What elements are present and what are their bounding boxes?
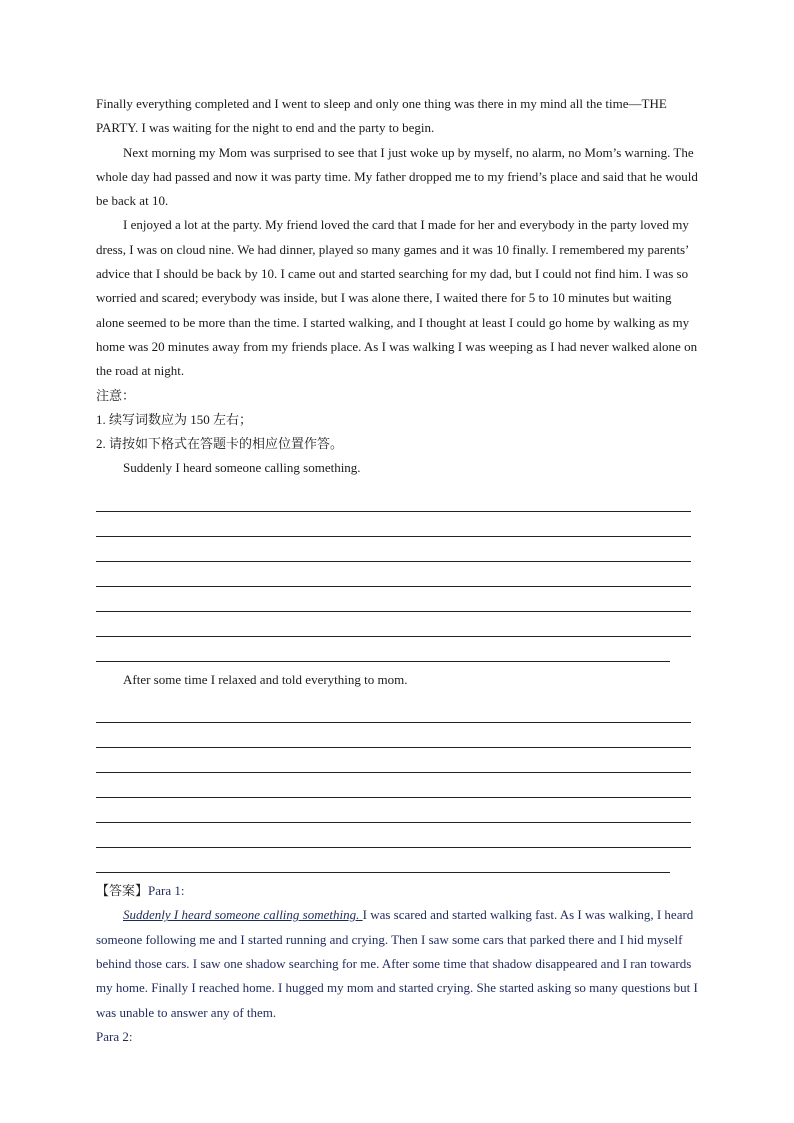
- writing-line[interactable]: [96, 487, 691, 512]
- writing-line[interactable]: [96, 637, 670, 662]
- answer-para1-heading: Para 1:: [148, 883, 185, 899]
- writing-line[interactable]: [96, 537, 691, 562]
- writing-line[interactable]: [96, 698, 691, 723]
- document-page: [96, 92, 701, 1049]
- writing-line[interactable]: [96, 512, 691, 537]
- answer-label: 【答案】: [96, 883, 149, 899]
- answer-section: [96, 879, 701, 1049]
- answer-para1-body: I was scared and started walking fast. As I was walking, I heard someone following me and I started running and crying. Then I saw some cars that parked there and I hid myself behind those cars. I saw one shadow searching for me. After some time that shadow disappeared and I ran towards my home. Finally I reached home. I hugged my mom and started crying. She started asking so many questions but I was unable to answer any of them.: [96, 907, 698, 1020]
- notes-item-1: 1. 续写词数应为 150 左右；: [96, 411, 253, 427]
- writing-line[interactable]: [96, 848, 670, 873]
- writing-line[interactable]: [96, 612, 691, 637]
- writing-line[interactable]: [96, 798, 691, 823]
- writing-line[interactable]: [96, 562, 691, 587]
- answer-header: [96, 879, 701, 903]
- writing-line[interactable]: [96, 773, 691, 798]
- para2-writing-lines: [96, 698, 701, 873]
- para2-prompt: After some time I relaxed and told everything to mom.: [123, 671, 408, 687]
- notes-item-2: 2. 请按如下格式在答题卡的相应位置作答。: [96, 436, 344, 452]
- passage-paragraph-3: I enjoyed a lot at the party. My friend loved the card that I made for her and everybody in the party loved my dress, I was on cloud nine. We had dinner, played so many games and it was 10 finally. I remembered my parents’ advice that I should be back by 10. I came out and started searching for my dad, but I could not find him. I was so worried and scared; everybody was inside, but I was alone there, I waited there for 5 to 10 minutes but waiting alone seemed to be more than the time. I started walking, and I thought at least I could go home by walking as my home was 20 minutes away from my friends place. As I was walking I was weeping as I had never walked alone on the road at night.: [96, 217, 698, 379]
- notes-title: 注意：: [96, 387, 136, 403]
- passage-paragraph-2: Next morning my Mom was surprised to see that I just woke up by myself, no alarm, no Mom’s warning. The whole day had passed and now it was party time. My father dropped me to my friend’s place and said that he would be back at 10.: [96, 144, 698, 209]
- passage-paragraph-1: Finally everything completed and I went to sleep and only one thing was there in my mind all the time—THE PARTY. I was waiting for the night to end and the party to begin.: [96, 96, 667, 136]
- para1-writing-lines: [96, 487, 701, 662]
- answer-para1: [96, 903, 701, 1024]
- para1-prompt: Suddenly I heard someone calling something.: [123, 460, 361, 476]
- writing-line[interactable]: [96, 587, 691, 612]
- answer-para1-lead: Suddenly I heard someone calling something.: [123, 907, 363, 923]
- writing-line[interactable]: [96, 748, 691, 773]
- writing-line[interactable]: [96, 723, 691, 748]
- answer-para2-heading: Para 2:: [96, 1028, 133, 1044]
- writing-line[interactable]: [96, 823, 691, 848]
